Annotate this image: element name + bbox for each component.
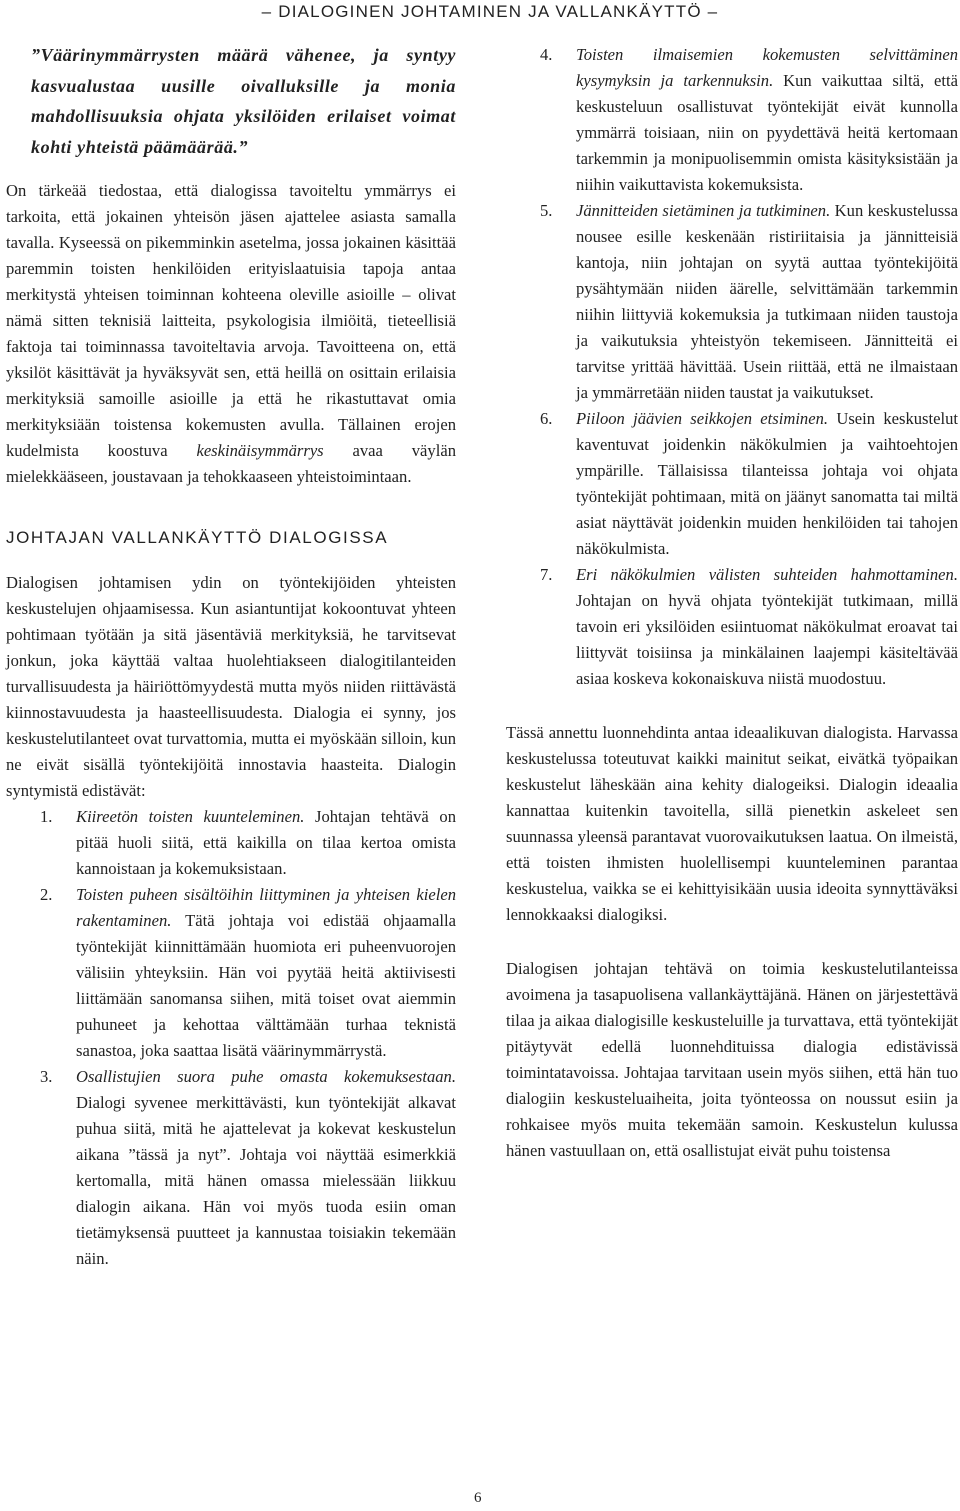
list-term: Osallistujien suora puhe omasta kokemuksestaan.: [76, 1067, 456, 1086]
paragraph: Tässä annettu luonnehdinta antaa ideaalikuvan dialogista. Harvassa keskustelussa toteutuvat kaikki mainitut seikat, eivätkä työpaikan keskustelut läheskään aina kehity dialogeiksi. Dialogin ideaalia kannattaa kuitenkin tavoitella, sillä pienetkin askeleet sen suunnassa yleensä parantavat vuorovaikutuksen laatua. On ilmeistä, että toisten ihmisten huolellisempi kuunteleminen parantaa keskustelua, vaikka se ei kehittyisikään uusia ideoita synnyttäväksi lennokkaaksi dialogiksi.: [506, 723, 958, 924]
list-number: 5.: [540, 201, 553, 220]
spacer: [506, 928, 958, 956]
section-heading: JOHTAJAN VALLANKÄYTTÖ DIALOGISSA: [6, 528, 389, 547]
list-item: [6, 882, 456, 1064]
list-item: [506, 562, 958, 692]
list-item: [506, 406, 958, 562]
pull-quote: [6, 40, 456, 162]
paragraph-text: avaa väylän mielekkääseen, joustavaan ja tehokkaaseen yhteistoimintaan.: [6, 441, 456, 486]
list-term: Eri näkökulmien välisten suhteiden hahmottaminen.: [576, 565, 958, 584]
dialogue-factors-list-continued: [506, 42, 958, 692]
paragraph: [6, 178, 456, 490]
list-text: Johtajan tehtävä on pitää huoli siitä, että kaikilla on tilaa kertoa omista kannoistaan ja kokemuksistaan.: [76, 807, 456, 878]
page-number: 6: [474, 1490, 482, 1506]
list-number: 6.: [540, 409, 553, 428]
list-text: Johtajan on hyvä ohjata työntekijät tutkimaan, millä tavoin eri yksilöiden esiintuomat näkökulmat eroavat tai liittyvät toisiinsa ja minkälainen laajempi käsiteltävää asiaa koskeva kokonaiskuva niistä muodostuu.: [576, 591, 958, 688]
list-item: [506, 42, 958, 198]
spacer: [506, 692, 958, 720]
list-item: [506, 198, 958, 406]
list-term: Piiloon jäävien seikkojen etsiminen.: [576, 409, 829, 428]
dialogue-factors-list: [6, 804, 456, 1272]
list-item: [6, 804, 456, 882]
paragraph: Dialogisen johtamisen ydin on työntekijöiden yhteisten keskustelujen ohjaamisessa. Kun asiantuntijat kokoontuvat yhteen pohtimaan työtään ja sitä jäsentäviä merkityksiä, he tarvitsevat jonkun, joka käyttää valtaa huolehtiakseen dialogitilanteiden turvallisuudesta ja häiriöttömyydestä mutta myös niiden riittävästä kiinnostavuudesta ja haasteellisuudesta. Dialogia ei synny, jos keskustelutilanteet ovat turvattomia, mutta ei myöskään silloin, kun ne eivät sisällä työntekijöitä innostavia haasteita. Dialogin syntymistä edistävät:: [6, 573, 456, 800]
emphasized-term: keskinäisymmärrys: [196, 441, 324, 460]
list-text: Tätä johtaja voi edistää ohjaamalla työntekijät kiinnittämään huomiota eri puheenvuorojen välisiin yhteyksiin. Hän voi pyytää heitä aktiivisesti liittämään sanomansa siihen, mitä toiset ovat aiemmin puhuneet ja kehottaa välttämään turhaa teknistä sanastoa, joka saattaa lisätä väärinymmärrystä.: [76, 911, 456, 1060]
list-term: Toisten puheen sisältöihin liittyminen ja yhteisen kielen rakentaminen.: [76, 885, 456, 930]
paragraph: Dialogisen johtajan tehtävä on toimia keskustelutilanteissa avoimena ja tasapuolisena vallankäyttäjänä. Hänen on järjestettävä tilaa ja aikaa dialogisille keskusteluille ja turvattava, että työntekijät pitäytyvät edellä luonnehdituissa dialogia edistävissä toimintatavoissa. Johtajaa tarvitaan usein myös siihen, että hän tuo dialogiin keskusteluaiheita, joita työnteossa on noussut esiin ja rohkaisee myös muita tekemään samoin. Keskustelun kulussa hänen vastuullaan on, että osallistujat eivät puhu toistensa: [506, 959, 958, 1160]
left-column: [6, 40, 456, 1272]
list-text: Kun vaikuttaa siltä, että keskusteluun osallistuvat työntekijät eivät kunnolla ymmärrä toisiaan, niin on pyydettävä heitä kertomaan tarkemmin ja monipuolisemmin omista käsityksistään ja niihin vaikuttavista kokemuksista.: [576, 71, 958, 194]
list-number: 7.: [540, 565, 553, 584]
list-item: [6, 1064, 456, 1272]
right-column: [506, 42, 958, 1164]
list-term: Jännitteiden sietäminen ja tutkiminen.: [576, 201, 831, 220]
list-number: 1.: [40, 807, 53, 826]
list-term: Kiireetön toisten kuunteleminen.: [76, 807, 305, 826]
paragraph-text: On tärkeää tiedostaa, että dialogissa tavoiteltu ymmärrys ei tarkoita, että jokainen yhteisön jäsen ajattelee asiasta samalla tavalla. Kyseessä on pikemminkin asetelma, jossa jokainen käsittää paremmin toisten henkilöiden erityislaatuisia tapoja antaa merkitystä yhteisen toiminnan kohteena oleville asioille – olivat nämä sitten teknisiä laitteita, psykologisia ilmiöitä, tieteellisiä faktoja tai toiminnassa tavoiteltavia arvoja. Tavoitteena on, että yksilöt käsittävät ja hyväksyvät sen, että heillä on osittain erilaisia merkityksiä samoille asioille ja että he rikastuttavat omia merkityksiään toistensa kokemusten avulla. Tällainen erojen kudelmista koostuva: [6, 181, 456, 460]
list-text: Dialogi syvenee merkittävästi, kun työntekijät alkavat puhua siitä, mitä he ajattelevat ja kokevat keskustelun aikana ”tässä ja nyt”. Johtaja voi näyttää esimerkkiä kertomalla, mitä hänen omassa mielessään liikkuu dialogin aikana. Hän voi myös tuoda esiin oman tietämyksensä puutteet ja kannustaa toisiakin tekemään näin.: [76, 1093, 456, 1268]
list-number: 3.: [40, 1067, 53, 1086]
list-number: 2.: [40, 885, 53, 904]
list-text: Usein keskustelut kaventuvat joidenkin näkökulmien ja vaihtoehtojen ympärille. Tällaisissa tilanteissa johtaja voi ohjata työntekijät pohtimaan, mitä on jäänyt sanomatta tai miltä asiat näyttävät joidenkin muiden henkilöiden tai tahojen näkökulmista.: [576, 409, 958, 558]
list-term: Toisten ilmaisemien kokemusten selvittäminen kysymyksin ja tarkennuksin.: [576, 45, 958, 90]
pull-quote-text: ”Väärinymmärrysten määrä vähenee, ja syntyy kasvualustaa uusille oivalluksille ja monia mahdollisuuksia ohjata yksilöiden erilaiset voimat kohti yhteistä päämäärää.”: [31, 45, 456, 157]
list-text: Kun keskustelussa nousee esille keskenään ristiriitaisia ja jännitteisiä kantoja, niin johtajan on syytä auttaa työntekijöitä pysähtymään niiden äärelle, selvittämään tarkemmin niihin liittyviä kokemuksia ja tutkimaan niiden taustoja ja vaikutuksia yhteistyön tekemiseen. Jännitteitä ei tarvitse yrittää hävittää. Usein riittää, että ne ilmaistaan ja ymmärretään niiden taustat ja vaikutukset.: [576, 201, 958, 402]
running-head: – DIALOGINEN JOHTAMINEN JA VALLANKÄYTTÖ –: [261, 2, 719, 21]
list-number: 4.: [540, 45, 553, 64]
